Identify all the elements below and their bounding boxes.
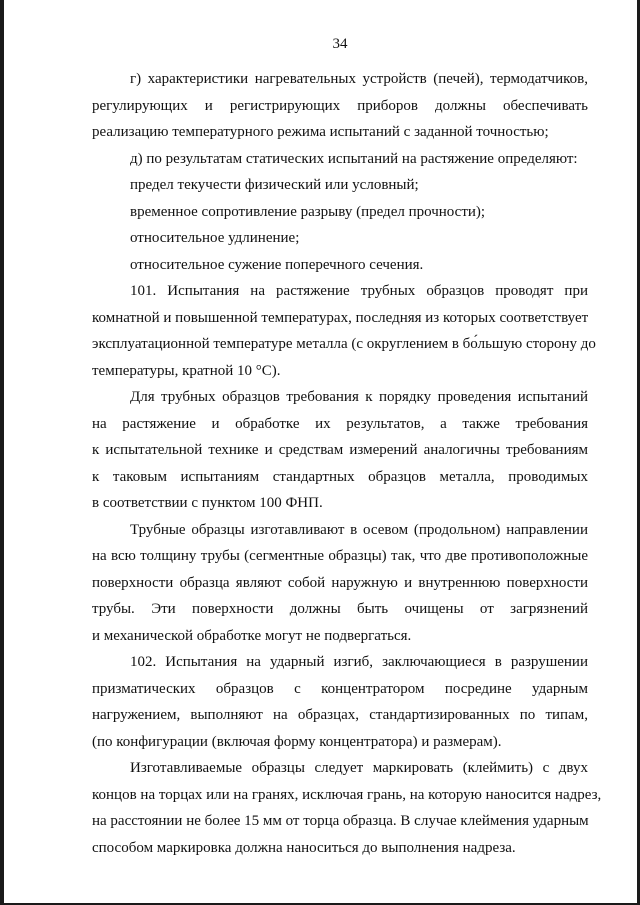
paragraph-d <box>92 146 588 173</box>
text-line: относительное удлинение; <box>130 230 300 246</box>
text-line: нагружением, выполняют на образцах, стандартизированных по типам, <box>92 707 588 723</box>
text-line: регулирующих и регистрирующих приборов должны обеспечивать <box>92 97 588 114</box>
paragraph-requirements <box>92 384 588 517</box>
text-line: 101. Испытания на растяжение трубных образцов проводят при <box>130 283 588 299</box>
text-line: д) по результатам статических испытаний на растяжение определяют: <box>130 150 578 167</box>
paragraph-g <box>92 66 588 146</box>
text-line: реализацию температурного режима испытаний с заданной точностью; <box>92 124 549 140</box>
paragraph-reduction <box>92 252 588 279</box>
text-line: предел текучести физический или условный; <box>130 177 419 193</box>
text-line: (по конфигурации (включая форму концентратора) и размерам). <box>92 733 502 750</box>
text-line: призматических образцов с концентратором посредине ударным <box>92 680 588 697</box>
paragraph-tube-samples <box>92 517 588 650</box>
text-line: на растяжение и обработке их результатов, а также требования <box>92 415 588 432</box>
paragraph-elongation <box>92 225 588 252</box>
document-body <box>92 66 602 861</box>
scan-edge-left <box>0 0 4 905</box>
text-line: на расстоянии не более 15 мм от торца образца. В случае клеймения ударным <box>92 813 589 829</box>
paragraph-yield <box>92 172 588 199</box>
text-line: Трубные образцы изготавливают в осевом (продольном) направлении <box>130 521 588 538</box>
text-line: относительное сужение поперечного сечения. <box>130 256 424 273</box>
text-line: временное сопротивление разрыву (предел прочности); <box>130 203 486 220</box>
text-line: эксплуатационной температуре металла (с округлением в бо́льшую сторону до <box>92 336 596 352</box>
paragraph-102 <box>92 649 588 755</box>
page-number: 34 <box>332 36 348 52</box>
paragraph-strength <box>92 199 588 226</box>
text-line: Для трубных образцов требования к порядку проведения испытаний <box>130 389 588 405</box>
paragraph-marking <box>92 755 602 861</box>
text-line: температуры, кратной 10 °С). <box>92 362 281 379</box>
text-line: способом маркировка должна наноситься до выполнения надреза. <box>92 839 516 856</box>
text-line: комнатной и повышенной температурах, последняя из которых соответствует <box>92 309 589 326</box>
text-line: поверхности образца являют собой наружную и внутреннюю поверхности <box>92 574 588 591</box>
text-line: к таковым испытаниям стандартных образцов металла, проводимых <box>92 468 588 485</box>
text-line: г) характеристики нагревательных устройств (печей), термодатчиков, <box>130 71 588 87</box>
text-line: и механической обработке могут не подвергаться. <box>92 627 412 644</box>
text-line: к испытательной технике и средствам измерений аналогичны требованиям <box>92 442 588 458</box>
text-line: концов на торцах или на гранях, исключая грань, на которую наносится надрез, <box>92 786 602 803</box>
text-line: трубы. Эти поверхности должны быть очищены от загрязнений <box>92 601 588 617</box>
text-line: 102. Испытания на ударный изгиб, заключающиеся в разрушении <box>130 654 588 670</box>
text-line: на всю толщину трубы (сегментные образцы) так, что две противоположные <box>92 548 588 564</box>
text-line: в соответствии с пунктом 100 ФНП. <box>92 495 323 511</box>
text-line: Изготавливаемые образцы следует маркировать (клеймить) с двух <box>130 760 588 776</box>
paragraph-101 <box>92 278 596 384</box>
